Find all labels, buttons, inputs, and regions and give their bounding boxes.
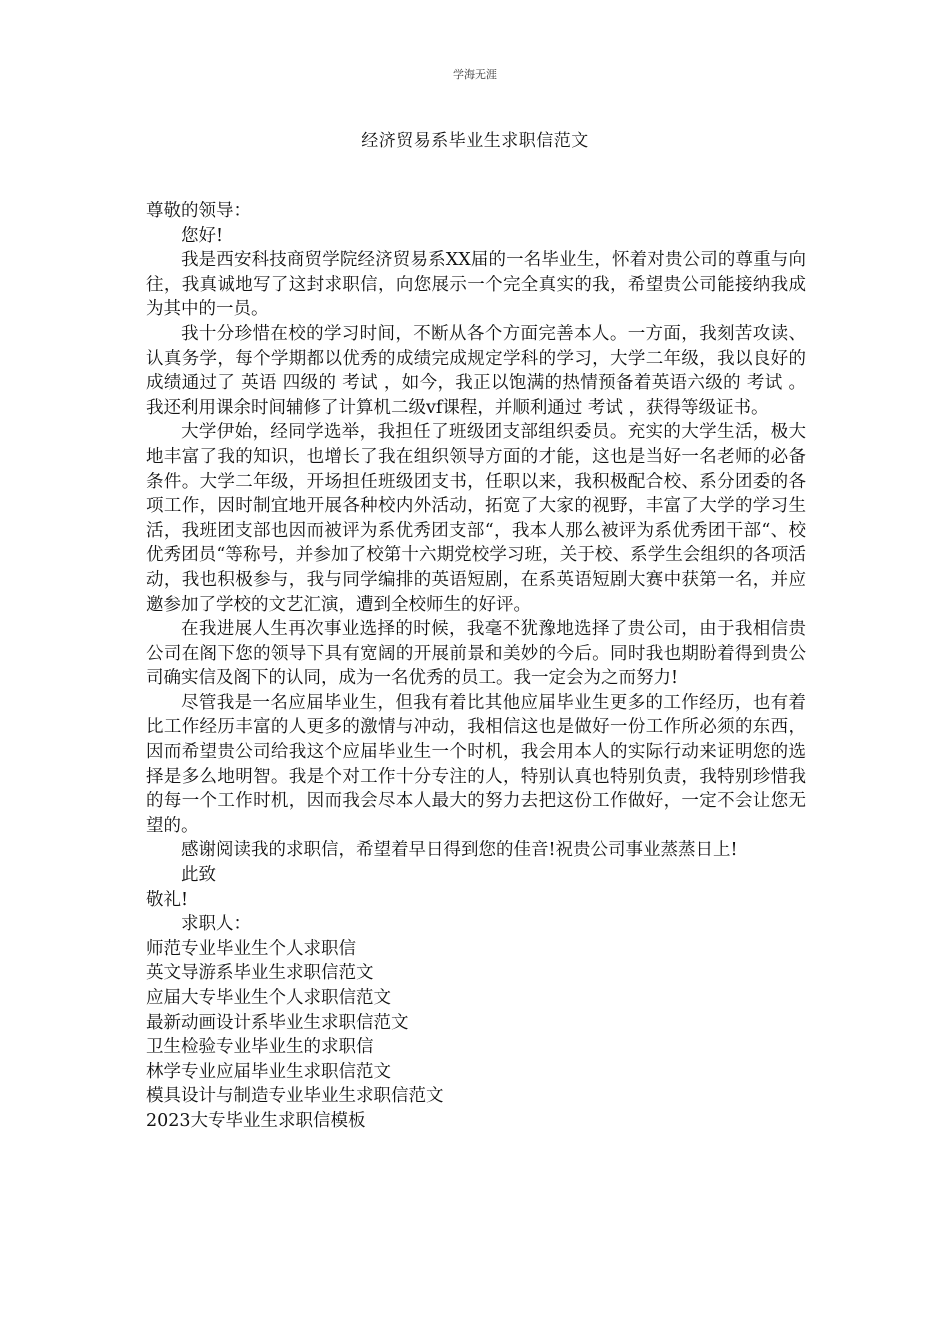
- related-link[interactable]: 卫生检验专业毕业生的求职信: [146, 1037, 374, 1058]
- related-link[interactable]: 林学专业应届毕业生求职信范文: [146, 1061, 391, 1082]
- paragraph-intro: 我是西安科技商贸学院经济贸易系XX届的一名毕业生，怀着对贵公司的尊重与向往，我真诚地写了这封求职信，向您展示一个完全真实的我，希望贵公司能接纳我成为其中的一员。: [146, 250, 806, 320]
- related-link[interactable]: 模具设计与制造专业毕业生求职信范文: [146, 1086, 444, 1107]
- paragraph-study: 我十分珍惜在校的学习时间，不断从各个方面完善本人。一方面，我刻苦攻读、认真务学，每个学期都以优秀的成绩完成规定学科的学习，大学二年级，我以良好的成绩通过了 英语 四级的 考试 ，如今，我正以饱满的热情预备着英语六级的 考试 。我还利用课余时间辅修了计算机二级vf课程，并顺利通过 考试 ，获得等级证书。: [146, 323, 806, 418]
- related-link[interactable]: 应届大专毕业生个人求职信范文: [146, 988, 391, 1008]
- signature: 求职人：: [181, 914, 251, 935]
- greeting: 您好!: [181, 225, 224, 246]
- page-header: 学海无涯: [453, 68, 497, 81]
- document-title: 经济贸易系毕业生求职信范文: [361, 131, 589, 151]
- paragraph-choice: 在我进展人生再次事业选择的时候，我毫不犹豫地选择了贵公司，由于我相信贵公司在阁下您的领导下具有宽阔的开展前景和美妙的今后。同时我也期盼着得到贵公司确实信及阁下的认同，成为一名优秀的员工。我一定会为之而努力!: [146, 619, 806, 689]
- related-link[interactable]: 师范专业毕业生个人求职信: [146, 938, 356, 959]
- regards: 敬礼!: [146, 889, 189, 910]
- paragraph-activities: 大学伊始，经同学选举，我担任了班级团支部组织委员。充实的大学生活，极大地丰富了我的知识，也增长了我在组织领导方面的才能，这也是当好一名老师的必备条件。大学二年级，开场担任班级团支书，任职以来，我积极配合校、系分团委的各项工作，因时制宜地开展各种校内外活动，拓宽了大家的视野，丰富了大学的学习生活，我班团支部也因而被评为系优秀团支部“，我本人那么被评为系优秀团干部“、校优秀团员“等称号，并参加了校第十六期党校学习班，关于校、系学生会组织的各项活动，我也积极参与，我与同学编排的英语短剧，在系英语短剧大赛中获第一名，并应邀参加了学校的文艺汇演，遭到全校师生的好评。: [146, 422, 806, 615]
- salutation: 尊敬的领导：: [146, 201, 251, 221]
- related-link[interactable]: 最新动画设计系毕业生求职信范文: [146, 1012, 409, 1033]
- closing: 此致: [181, 865, 216, 886]
- paragraph-thanks: 感谢阅读我的求职信，希望着早日得到您的佳音!祝贵公司事业蒸蒸日上!: [181, 840, 738, 861]
- letter-body: [146, 199, 806, 1134]
- paragraph-experience: 尽管我是一名应届毕业生，但我有着比其他应届毕业生更多的工作经历，也有着比工作经历丰富的人更多的激情与冲动，我相信这也是做好一份工作所必须的东西，因而希望贵公司给我这个应届毕业生一个时机，我会用本人的实际行动来证明您的选择是多么地明智。我是个对工作十分专注的人，特别认真也特别负责，我特别珍惜我的每一个工作时机，因而我会尽本人最大的努力去把这份工作做好，一定不会让您无望的。: [146, 692, 806, 836]
- related-links-list: [146, 937, 806, 1134]
- related-link[interactable]: 2023大专毕业生求职信模板: [146, 1110, 366, 1131]
- related-link[interactable]: 英文导游系毕业生求职信范文: [146, 963, 374, 984]
